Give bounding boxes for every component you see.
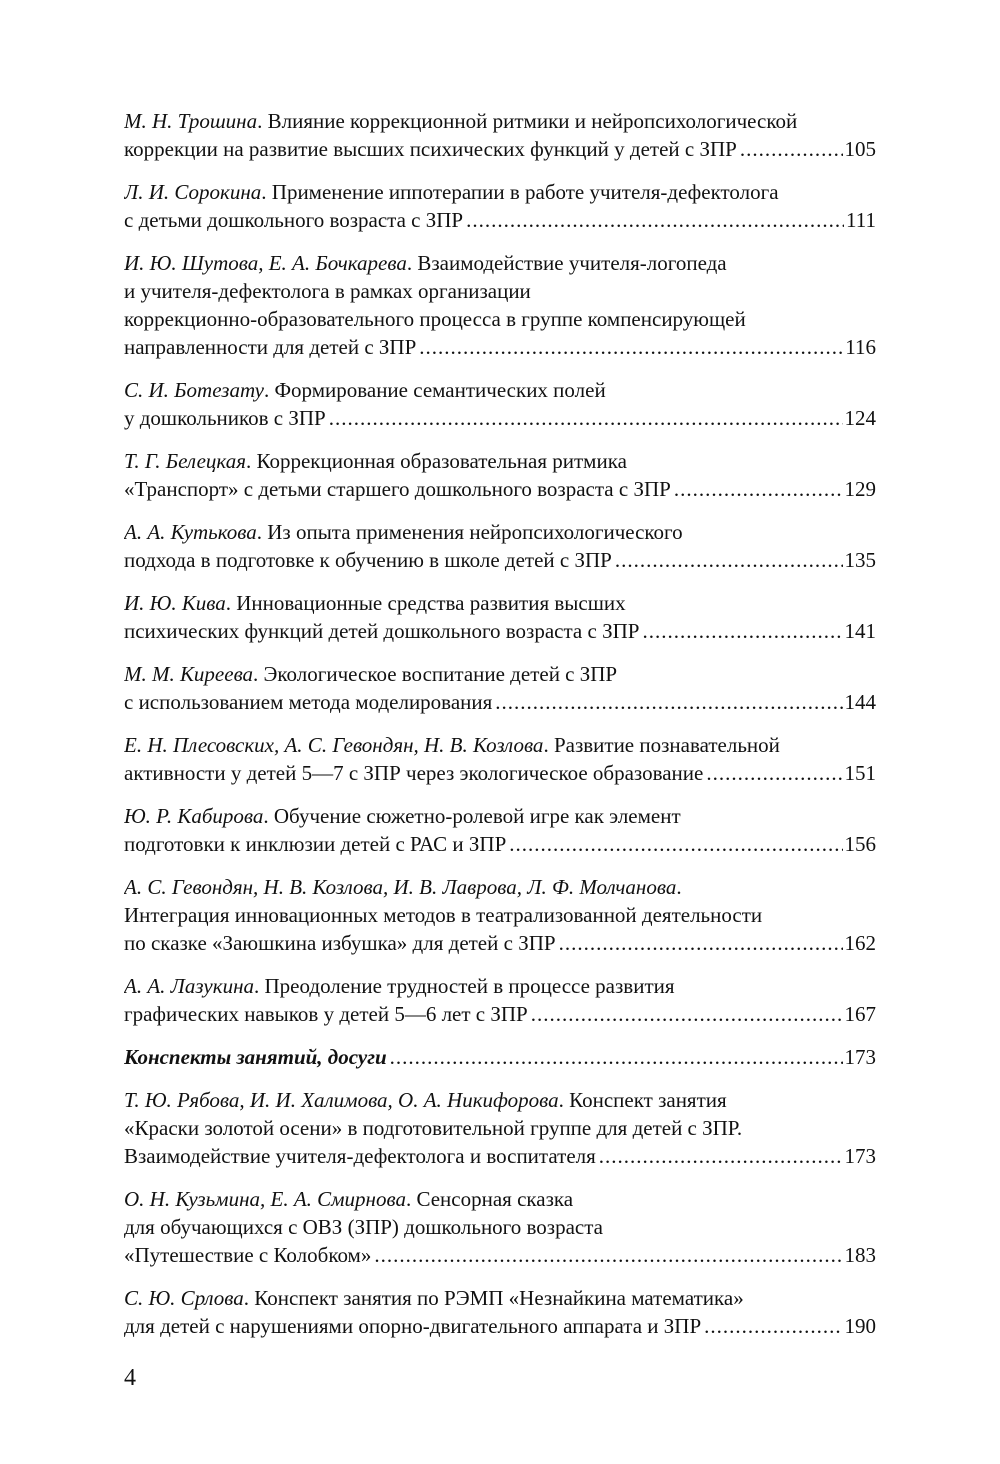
entry-title-start: . Сенсорная сказка (405, 1187, 574, 1211)
toc-entry[interactable] (124, 178, 876, 234)
entry-first-line (124, 447, 876, 475)
entry-last-line (124, 404, 876, 432)
entry-authors: Т. Г. Белецкая (124, 449, 246, 473)
entry-authors: А. С. Гевондян, Н. В. Козлова, И. В. Лаврова, Л. Ф. Молчанова (124, 875, 677, 899)
dot-leader (615, 546, 843, 574)
toc-entry[interactable] (124, 1185, 876, 1269)
entry-page-number: 162 (844, 931, 876, 955)
entry-last-line (124, 546, 876, 574)
entry-title-end: активности у детей 5—7 с ЗПР через экологическое образование (124, 761, 704, 785)
page-number: 4 (124, 1365, 136, 1391)
entry-title-end: по сказке «Заюшкина избушка» для детей с ЗПР (124, 931, 556, 955)
entry-authors: И. Ю. Шутова, Е. А. Бочкарева (124, 251, 407, 275)
table-of-contents (124, 107, 876, 1355)
toc-entry[interactable] (124, 447, 876, 503)
entry-title-end: подхода в подготовке к обучению в школе детей с ЗПР (124, 548, 612, 572)
entry-authors: М. М. Киреева (124, 662, 254, 686)
entry-first-line (124, 1284, 876, 1312)
entry-first-line (124, 972, 876, 1000)
entry-page-number: 141 (844, 619, 876, 643)
dot-leader (495, 688, 842, 716)
entry-title-end: с использованием метода моделирования (124, 690, 493, 714)
entry-page-number: 183 (844, 1243, 876, 1267)
entry-last-line (124, 759, 876, 787)
dot-leader (329, 404, 843, 432)
entry-page-number: 151 (844, 761, 876, 785)
toc-entry[interactable] (124, 660, 876, 716)
entry-title-start: . Экологическое воспитание детей с ЗПР (253, 662, 618, 686)
entry-first-line (124, 873, 876, 901)
entry-middle-line: «Краски золотой осени» в подготовительной группе для детей с ЗПР. (124, 1116, 743, 1140)
entry-title-start: . Конспект занятия по РЭМП «Незнайкина математика» (243, 1286, 744, 1310)
entry-first-line (124, 249, 876, 277)
entry-last-line (124, 1312, 876, 1340)
dot-leader (704, 1312, 842, 1340)
toc-entry[interactable] (124, 518, 876, 574)
entry-title-start: . Преодоление трудностей в процессе развития (254, 974, 675, 998)
entry-page-number: 124 (844, 406, 876, 430)
entry-page-number: 167 (844, 1002, 876, 1026)
entry-first-line (124, 376, 876, 404)
entry-last-line (124, 1241, 876, 1269)
entry-title-start: . Формирование семантических полей (263, 378, 606, 402)
entry-last-line (124, 206, 876, 234)
section-page-number: 173 (844, 1045, 876, 1069)
entry-title-end: подготовки к инклюзии детей с РАС и ЗПР (124, 832, 507, 856)
entry-title-end: коррекции на развитие высших психических функций у детей с ЗПР (124, 137, 737, 161)
entry-title-start: . Взаимодействие учителя-логопеда (406, 251, 727, 275)
entry-first-line (124, 178, 876, 206)
entry-title-end: психических функций детей дошкольного возраста с ЗПР (124, 619, 640, 643)
entry-last-line (124, 929, 876, 957)
toc-entry[interactable] (124, 731, 876, 787)
toc-entry[interactable] (124, 107, 876, 163)
dot-leader (374, 1241, 842, 1269)
entry-authors: А. А. Кутькова (124, 520, 257, 544)
entry-last-line (124, 135, 876, 163)
toc-entry[interactable] (124, 1284, 876, 1340)
entry-first-line (124, 802, 876, 830)
dot-leader (599, 1142, 843, 1170)
dot-leader (740, 135, 843, 163)
entry-title-start: . Влияние коррекционной ритмики и нейропсихологической (257, 109, 798, 133)
dot-leader (466, 206, 844, 234)
entry-title-end: «Транспорт» с детьми старшего дошкольного возраста с ЗПР (124, 477, 671, 501)
toc-entry[interactable] (124, 972, 876, 1028)
entry-page-number: 116 (845, 335, 876, 359)
dot-leader (642, 617, 842, 645)
toc-entry[interactable] (124, 589, 876, 645)
entry-title-start: . (676, 875, 682, 899)
entry-middle-line: и учителя-дефектолога в рамках организации (124, 279, 531, 303)
entry-first-line (124, 660, 876, 688)
entry-authors: И. Ю. Кива (124, 591, 226, 615)
entry-first-line (124, 1185, 876, 1213)
toc-entry[interactable] (124, 802, 876, 858)
entry-first-line (124, 731, 876, 759)
entry-title-start: . Развитие познавательной (543, 733, 780, 757)
entry-title-start: . Применение иппотерапии в работе учителя-дефектолога (261, 180, 779, 204)
entry-page-number: 156 (844, 832, 876, 856)
entry-title-start: . Из опыта применения нейропсихологического (256, 520, 683, 544)
dot-leader (531, 1000, 843, 1028)
entry-title-end: у дошкольников с ЗПР (124, 406, 326, 430)
entry-first-line (124, 107, 876, 135)
section-line (124, 1043, 876, 1071)
entry-title-end: Взаимодействие учителя-дефектолога и воспитателя (124, 1144, 596, 1168)
entry-authors: Ю. Р. Кабирова (124, 804, 264, 828)
entry-page-number: 135 (844, 548, 876, 572)
entry-title-start: . Обучение сюжетно-ролевой игре как элемент (263, 804, 681, 828)
entry-page-number: 190 (844, 1314, 876, 1338)
entry-page-number: 111 (846, 208, 876, 232)
dot-leader (559, 929, 843, 957)
section-title: Конспекты занятий, досуги (124, 1045, 387, 1069)
entry-middle-line: коррекционно-образовательного процесса в группе компенсирующей (124, 307, 746, 331)
toc-entry[interactable] (124, 873, 876, 957)
entry-last-line (124, 830, 876, 858)
entry-last-line (124, 333, 876, 361)
entry-title-start: . Коррекционная образовательная ритмика (245, 449, 627, 473)
entry-authors: О. Н. Кузьмина, Е. А. Смирнова (124, 1187, 406, 1211)
entry-page-number: 105 (844, 137, 876, 161)
entry-first-line (124, 1086, 876, 1114)
dot-leader (419, 333, 843, 361)
entry-middle-line: для обучающихся с ОВЗ (ЗПР) дошкольного возраста (124, 1215, 603, 1239)
entry-authors: Е. Н. Плесовских, А. С. Гевондян, Н. В. Козлова (124, 733, 544, 757)
entry-title-start: . Инновационные средства развития высших (225, 591, 626, 615)
entry-last-line (124, 617, 876, 645)
dot-leader (706, 759, 842, 787)
entry-page-number: 144 (844, 690, 876, 714)
entry-authors: С. И. Ботезату (124, 378, 264, 402)
toc-section-heading[interactable] (124, 1043, 876, 1071)
entry-title-end: с детьми дошкольного возраста с ЗПР (124, 208, 464, 232)
entry-last-line (124, 1142, 876, 1170)
toc-entry[interactable] (124, 249, 876, 361)
entry-authors: М. Н. Трошина (124, 109, 258, 133)
entry-last-line (124, 475, 876, 503)
entry-authors: Т. Ю. Рябова, И. И. Халимова, О. А. Никифорова (124, 1088, 559, 1112)
dot-leader (390, 1043, 843, 1071)
entry-authors: С. Ю. Срлова (124, 1286, 244, 1310)
entry-title-end: «Путешествие с Колобком» (124, 1243, 372, 1267)
entry-first-line (124, 589, 876, 617)
entry-authors: Л. И. Сорокина (124, 180, 262, 204)
entry-first-line (124, 518, 876, 546)
entry-authors: А. А. Лазукина (124, 974, 254, 998)
dot-leader (674, 475, 843, 503)
dot-leader (509, 830, 842, 858)
entry-last-line (124, 1000, 876, 1028)
entry-title-end: графических навыков у детей 5—6 лет с ЗПР (124, 1002, 528, 1026)
entry-middle-line: Интеграция инновационных методов в театрализованной деятельности (124, 903, 763, 927)
entry-page-number: 129 (844, 477, 876, 501)
entry-last-line (124, 688, 876, 716)
entry-title-end: направленности для детей с ЗПР (124, 335, 417, 359)
entry-title-start: . Конспект занятия (558, 1088, 727, 1112)
entry-title-end: для детей с нарушениями опорно-двигательного аппарата и ЗПР (124, 1314, 702, 1338)
toc-entry[interactable] (124, 376, 876, 432)
entry-page-number: 173 (844, 1144, 876, 1168)
toc-entry[interactable] (124, 1086, 876, 1170)
